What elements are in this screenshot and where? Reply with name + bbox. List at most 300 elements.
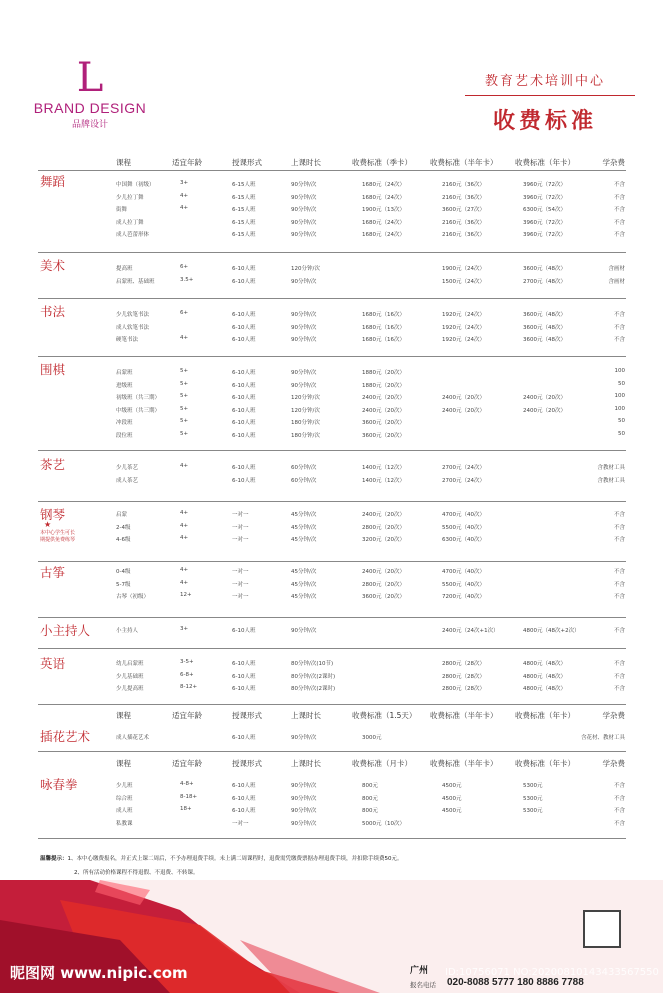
cell-fee-halfyear: 4500元 (442, 783, 462, 789)
column-header-row (0, 157, 663, 169)
table-row (0, 335, 663, 347)
cell-format: 6-10人班 (232, 266, 256, 272)
cell-misc-fee: 100 (614, 393, 625, 400)
section-note: 期提供免费练琴 (40, 537, 76, 543)
cell-misc-fee: 不含 (613, 182, 625, 188)
cell-duration: 90分钟/次 (291, 278, 317, 285)
cell-misc-fee: 100 (614, 405, 625, 412)
divider (38, 170, 626, 171)
brand-logo (30, 55, 150, 130)
cell-format: 一对一 (232, 537, 249, 544)
cell-misc-fee: 含画材 (608, 278, 625, 285)
cell-misc-fee: 不含 (613, 207, 625, 214)
divider (38, 838, 626, 839)
cell-age: 4+ (180, 567, 189, 573)
cell-misc-fee: 不含 (613, 219, 625, 226)
cell-course: 少儿班 (116, 783, 133, 789)
cell-age: 6+ (180, 264, 189, 270)
cell-misc-fee: 不含 (613, 581, 625, 588)
watermark: 昵图网 www.nipic.com (10, 964, 188, 982)
cell-format: 6-10人班 (232, 735, 256, 741)
cell-fee-a: 1400元（12次） (362, 477, 405, 484)
logo-brand-text: BRAND DESIGN (33, 100, 147, 116)
cell-age: 4+ (180, 510, 189, 516)
cell-course: 少儿基础班 (116, 673, 144, 680)
logo-mark: L (76, 55, 104, 101)
divider (38, 561, 626, 562)
section-note: 本中心学生可长 (40, 530, 76, 536)
cell-fee-year: 3600元（48次） (523, 266, 566, 272)
section-title-wingchun: 咏春拳 (40, 777, 78, 792)
col-duration: 上课时长 (291, 759, 321, 768)
cell-misc-fee: 不含 (613, 628, 625, 634)
cell-format: 6-10人班 (232, 795, 256, 802)
section-title-calligraphy: 书法 (40, 304, 66, 319)
cell-age: 5+ (180, 405, 189, 412)
cell-age: 8-18+ (180, 793, 198, 800)
qr-code-placeholder (583, 910, 621, 948)
col-format: 授课形式 (232, 759, 262, 768)
cell-format: 6-15人班 (232, 207, 256, 214)
cell-age: 5+ (180, 368, 189, 374)
cell-format: 6-10人班 (232, 312, 256, 318)
cell-fee-year: 3960元（72次） (523, 219, 566, 226)
cell-format: 6-10人班 (232, 407, 256, 414)
cell-fee-halfyear: 4700元（40次） (442, 569, 485, 575)
cell-duration: 80分钟/次(2课时) (291, 686, 336, 693)
col-fee-year: 收费标准（年卡） (515, 711, 575, 720)
cell-misc-fee: 100 (614, 368, 625, 374)
cell-course: 成人茶艺 (116, 477, 139, 484)
cell-course: 成人软笔书法 (116, 324, 150, 331)
divider (38, 501, 626, 502)
cell-fee-halfyear: 4500元 (442, 808, 462, 815)
cell-fee-halfyear: 2400元（20次） (442, 407, 485, 414)
col-format: 授课形式 (232, 711, 262, 720)
table-row (0, 476, 663, 488)
cell-age: 5+ (180, 380, 189, 387)
cell-course: 成人班 (116, 808, 133, 815)
table-row (0, 684, 663, 696)
cell-fee-year: 3960元（72次） (523, 232, 566, 239)
cell-age: 4+ (180, 192, 189, 199)
cell-fee-halfyear: 2400元（20次） (442, 395, 485, 402)
cell-duration: 90分钟/次 (291, 194, 317, 201)
divider (38, 751, 626, 752)
cell-course: 私教课 (116, 820, 133, 827)
cell-course: 成人芭蕾形体 (116, 232, 150, 239)
cell-fee-a: 3000元 (362, 735, 382, 741)
cell-fee-a: 1900元（13次） (362, 207, 405, 214)
table-row (0, 819, 663, 831)
cell-duration: 90分钟/次 (291, 820, 317, 827)
cell-course: 少儿软笔书法 (116, 312, 150, 318)
company-name: 广州 (410, 966, 429, 976)
table-row (0, 794, 663, 806)
cell-misc-fee: 不含 (613, 661, 625, 667)
divider (38, 298, 626, 299)
section-title-go: 围棋 (40, 362, 66, 377)
table-row (0, 393, 663, 405)
cell-duration: 80分钟/次(2课时) (291, 673, 336, 680)
table-row (0, 567, 663, 579)
cell-format: 6-10人班 (232, 337, 256, 344)
col-age: 适宜年龄 (172, 158, 202, 167)
col-format: 授课形式 (232, 158, 262, 167)
cell-duration: 45分钟/次 (291, 581, 317, 588)
cell-age: 5+ (180, 393, 189, 400)
cell-format: 6-10人班 (232, 370, 256, 376)
col-misc-fee: 学杂费 (602, 759, 625, 768)
divider (38, 617, 626, 618)
section-title-art: 美术 (40, 258, 66, 273)
cell-course: 少儿茶艺 (116, 465, 139, 471)
cell-age: 5+ (180, 431, 189, 437)
cell-fee-halfyear: 1920元（24次） (442, 312, 485, 318)
cell-fee-a: 2400元（20次） (362, 512, 405, 518)
cell-format: 一对一 (232, 581, 249, 588)
cell-misc-fee: 含画材 (608, 266, 625, 272)
cell-misc-fee: 不含 (613, 569, 625, 575)
cell-age: 4+ (180, 522, 189, 529)
cell-fee-a: 800元 (362, 808, 378, 815)
cell-fee-a: 1680元（24次） (362, 232, 405, 239)
section-title-piano: 钢琴 (40, 507, 66, 522)
cell-course: 提高班 (116, 266, 133, 272)
cell-duration: 45分钟/次 (291, 594, 317, 601)
cell-fee-a: 800元 (362, 783, 378, 789)
cell-course: 成人拉丁舞 (116, 219, 144, 226)
cell-format: 6-15人班 (232, 194, 256, 201)
cell-duration: 45分钟/次 (291, 569, 317, 575)
cell-misc-fee: 50 (618, 431, 625, 437)
cell-course: 中级班（共三期） (116, 407, 161, 414)
cell-course: 小主持人 (116, 628, 139, 634)
cell-duration: 120分钟/次 (291, 266, 320, 272)
cell-age: 6-8+ (180, 671, 194, 678)
cell-duration: 120分钟/次 (291, 407, 320, 414)
cell-fee-halfyear: 5500元（40次） (442, 524, 485, 531)
cell-course: 2-4级 (116, 524, 131, 531)
cell-format: 6-10人班 (232, 628, 256, 634)
cell-fee-a: 1680元（16次） (362, 337, 405, 344)
cell-fee-a: 2800元（20次） (362, 524, 405, 531)
cell-duration: 120分钟/次 (291, 395, 320, 402)
col-fee-quarter: 收费标准（季卡） (352, 158, 412, 167)
cell-misc-fee: 不含 (613, 194, 625, 201)
cell-fee-halfyear: 2160元（36次） (442, 182, 485, 188)
cell-misc-fee: 不含 (613, 324, 625, 331)
cell-format: 6-10人班 (232, 661, 256, 667)
cell-duration: 90分钟/次 (291, 312, 317, 318)
col-fee-halfyear: 收费标准（半年卡） (430, 711, 498, 720)
col-fee-year: 收费标准（年卡） (515, 759, 575, 768)
notes-line-1: 1、本中心缴费报名，并正式上课二周后，不予办理退费手续。未上满二周课程时，退费需凭缴费票据办理退费手续，并扣除手续费50元。 (67, 856, 403, 862)
cell-misc-fee: 含教材工具 (597, 465, 625, 471)
section-title-flower: 插花艺术 (40, 729, 91, 744)
col-misc-fee: 学杂费 (602, 158, 625, 167)
cell-course: 少儿提高班 (116, 686, 144, 693)
cell-fee-year: 4800元（48次） (523, 661, 566, 667)
cell-fee-halfyear: 2700元（24次） (442, 477, 485, 484)
cell-format: 6-10人班 (232, 465, 256, 471)
cell-fee-halfyear: 2400元（24次+1次） (442, 628, 499, 634)
cell-format: 一对一 (232, 524, 249, 531)
cell-course: 进级班 (116, 382, 133, 389)
cell-fee-year: 3600元（48次） (523, 312, 566, 318)
cell-fee-a: 1680元（16次） (362, 324, 405, 331)
watermark-id: ID:10756071 NO:20200810143433567550 (445, 967, 659, 978)
cell-fee-year: 2400元（20次） (523, 407, 566, 414)
cell-fee-year: 5300元 (523, 808, 543, 815)
cell-duration: 60分钟/次 (291, 477, 317, 484)
cell-duration: 80分钟/次(10节) (291, 661, 334, 667)
cell-duration: 180分钟/次 (291, 433, 320, 439)
cell-misc-fee: 不含 (613, 594, 625, 601)
cell-duration: 60分钟/次 (291, 465, 317, 471)
cell-fee-a: 1680元（16次） (362, 312, 405, 318)
cell-duration: 90分钟/次 (291, 370, 317, 376)
table-row (0, 733, 663, 745)
cell-fee-year: 3600元（48次） (523, 337, 566, 344)
cell-duration: 90分钟/次 (291, 783, 317, 789)
page-title: 收费标准 (492, 108, 597, 134)
cell-fee-year: 4800元（48次） (523, 673, 566, 680)
cell-fee-a: 3600元（20次） (362, 433, 405, 439)
table-row (0, 193, 663, 205)
cell-fee-halfyear: 2800元（28次） (442, 661, 485, 667)
cell-age: 6+ (180, 310, 189, 316)
column-header-row-2 (0, 710, 663, 722)
cell-format: 6-10人班 (232, 420, 256, 427)
col-course: 课程 (116, 158, 131, 167)
cell-format: 6-15人班 (232, 232, 256, 239)
table-row (0, 368, 663, 380)
table-row (0, 781, 663, 793)
cell-duration: 90分钟/次 (291, 337, 317, 344)
cell-fee-halfyear: 1920元（24次） (442, 337, 485, 344)
col-fee-1-5-days: 收费标准（1.5天） (352, 711, 417, 720)
table-row (0, 205, 663, 217)
cell-course: 少儿拉丁舞 (116, 194, 144, 201)
cell-format: 一对一 (232, 569, 249, 575)
cell-duration: 45分钟/次 (291, 524, 317, 531)
table-row (0, 535, 663, 547)
cell-duration: 90分钟/次 (291, 808, 317, 815)
section-title-tea: 茶艺 (40, 457, 66, 472)
header (465, 70, 625, 135)
cell-misc-fee: 含教材工具 (597, 477, 625, 484)
cell-fee-year: 3960元（72次） (523, 182, 566, 188)
table-row (0, 230, 663, 242)
cell-fee-year: 2400元（20次） (523, 395, 566, 402)
star-icon: ★ (44, 520, 52, 529)
cell-format: 一对一 (232, 594, 249, 601)
cell-format: 6-15人班 (232, 182, 256, 188)
cell-duration: 90分钟/次 (291, 207, 317, 214)
cell-fee-halfyear: 5500元（40次） (442, 581, 485, 588)
cell-fee-a: 1680元（24次） (362, 182, 405, 188)
cell-duration: 45分钟/次 (291, 512, 317, 518)
cell-age: 12+ (180, 592, 192, 599)
divider (38, 450, 626, 451)
cell-age: 18+ (180, 806, 192, 813)
cell-misc-fee: 不含 (613, 783, 625, 789)
col-fee-year: 收费标准（年卡） (515, 158, 575, 167)
table-row (0, 218, 663, 230)
table-row (0, 659, 663, 671)
cell-duration: 90分钟/次 (291, 182, 317, 188)
table-row (0, 323, 663, 335)
phone-numbers: 020-8088 5777 180 8886 7788 (447, 977, 584, 988)
cell-fee-halfyear: 2700元（24次） (442, 465, 485, 471)
col-age: 适宜年龄 (172, 759, 202, 768)
cell-fee-a: 2400元（20次） (362, 395, 405, 402)
cell-age: 4+ (180, 205, 189, 212)
divider (38, 356, 626, 357)
cell-course: 中国舞（初级） (116, 182, 155, 188)
cell-fee-a: 1880元（20次） (362, 382, 405, 389)
notes-line-2: 2、所有活动价格课程不得退假、不退费、不转课。 (74, 870, 199, 876)
col-duration: 上课时长 (291, 711, 321, 720)
cell-course: 4-6级 (116, 537, 131, 544)
cell-misc-fee: 不含 (613, 512, 625, 518)
section-title-host: 小主持人 (40, 623, 91, 638)
center-name: 教育艺术培训中心 (484, 74, 605, 89)
cell-fee-year: 2700元（48次） (523, 278, 566, 285)
cell-fee-halfyear: 2160元（36次） (442, 219, 485, 226)
table-row (0, 510, 663, 522)
cell-misc-fee: 不含 (613, 524, 625, 531)
cell-fee-year: 3600元（48次） (523, 324, 566, 331)
table-row (0, 580, 663, 592)
col-course: 课程 (116, 759, 131, 768)
table-row (0, 180, 663, 192)
cell-age: 3-5+ (180, 659, 194, 665)
cell-fee-a: 3600元（20次） (362, 594, 405, 601)
cell-format: 一对一 (232, 820, 249, 827)
cell-course: 5-7级 (116, 581, 131, 588)
cell-fee-a: 3600元（20次） (362, 420, 405, 427)
col-fee-halfyear: 收费标准（半年卡） (430, 759, 498, 768)
cell-age: 3.5+ (180, 276, 194, 283)
phone-label: 报名电话 (410, 981, 436, 989)
section-title-guzheng: 古筝 (40, 565, 66, 580)
table-row (0, 381, 663, 393)
cell-fee-halfyear: 2160元（36次） (442, 232, 485, 239)
cell-course: 成人插花艺术 (116, 735, 150, 741)
cell-course: 启蒙班、基础班 (116, 278, 155, 285)
cell-fee-halfyear: 1920元（24次） (442, 324, 485, 331)
cell-fee-halfyear: 3600元（27次） (442, 207, 485, 214)
section-title-english: 英语 (40, 656, 66, 671)
cell-misc-fee: 不含 (613, 808, 625, 815)
cell-fee-halfyear: 2160元（36次） (442, 194, 485, 201)
cell-fee-year: 3960元（72次） (523, 194, 566, 201)
cell-fee-year: 6300元（54次） (523, 207, 566, 214)
cell-age: 3+ (180, 180, 189, 186)
table-row (0, 277, 663, 289)
cell-misc-fee: 50 (618, 380, 625, 387)
cell-fee-halfyear: 1500元（24次） (442, 278, 485, 285)
cell-fee-a: 1400元（12次） (362, 465, 405, 471)
notes-label: 温馨提示： (40, 856, 68, 862)
cell-duration: 90分钟/次 (291, 219, 317, 226)
cell-duration: 90分钟/次 (291, 735, 317, 741)
col-fee-month: 收费标准（月卡） (352, 759, 412, 768)
table-row (0, 310, 663, 322)
cell-age: 4+ (180, 535, 189, 542)
divider (38, 648, 626, 649)
cell-course: 综合班 (116, 795, 133, 802)
cell-age: 4+ (180, 335, 189, 342)
col-age: 适宜年龄 (172, 711, 202, 720)
cell-fee-a: 2400元（20次） (362, 569, 405, 575)
divider (38, 704, 626, 705)
cell-duration: 90分钟/次 (291, 795, 317, 802)
cell-misc-fee: 不含 (613, 686, 625, 693)
cell-age: 4+ (180, 463, 189, 469)
table-row (0, 626, 663, 638)
table-row (0, 431, 663, 443)
cell-course: 启蒙班 (116, 370, 133, 376)
cell-fee-year: 4800元（48次+2次） (523, 628, 580, 634)
cell-course: 段位班 (116, 433, 133, 439)
table-row (0, 463, 663, 475)
cell-fee-halfyear: 2800元（28次） (442, 673, 485, 680)
cell-fee-a: 1680元（24次） (362, 194, 405, 201)
cell-misc-fee: 不含 (613, 673, 625, 680)
cell-fee-a: 800元 (362, 795, 378, 802)
cell-misc-fee: 不含 (613, 312, 625, 318)
cell-course: 硬笔书法 (116, 337, 139, 344)
cell-duration: 90分钟/次 (291, 232, 317, 239)
cell-format: 6-15人班 (232, 219, 256, 226)
cell-course: 初级班（共三期） (116, 395, 161, 402)
cell-age: 3+ (180, 626, 189, 632)
cell-course: 街舞 (116, 207, 128, 214)
col-duration: 上课时长 (291, 158, 321, 167)
cell-duration: 90分钟/次 (291, 382, 317, 389)
column-header-row-3 (0, 758, 663, 770)
col-fee-halfyear: 收费标准（半年卡） (430, 158, 498, 167)
cell-format: 6-10人班 (232, 395, 256, 402)
cell-age: 4+ (180, 579, 189, 586)
cell-fee-a: 3200元（20次） (362, 537, 405, 544)
cell-format: 一对一 (232, 512, 249, 518)
logo-subtext: 品牌设计 (71, 120, 108, 130)
cell-misc-fee: 不含 (613, 795, 625, 802)
col-course: 课程 (116, 711, 131, 720)
cell-format: 6-10人班 (232, 382, 256, 389)
cell-fee-halfyear: 4700元（40次） (442, 512, 485, 518)
cell-format: 6-10人班 (232, 324, 256, 331)
cell-age: 4-8+ (180, 781, 194, 787)
cell-duration: 90分钟/次 (291, 628, 317, 634)
cell-course: 启蒙 (116, 512, 128, 518)
cell-format: 6-10人班 (232, 278, 256, 285)
cell-format: 6-10人班 (232, 477, 256, 484)
table-row (0, 672, 663, 684)
cell-duration: 45分钟/次 (291, 537, 317, 544)
cell-misc-fee: 不含 (613, 337, 625, 344)
table-row (0, 406, 663, 418)
cell-misc-fee: 50 (618, 418, 625, 425)
cell-format: 6-10人班 (232, 433, 256, 439)
cell-misc-fee: 不含 (613, 820, 625, 827)
table-row (0, 418, 663, 430)
cell-fee-a: 2800元（20次） (362, 581, 405, 588)
